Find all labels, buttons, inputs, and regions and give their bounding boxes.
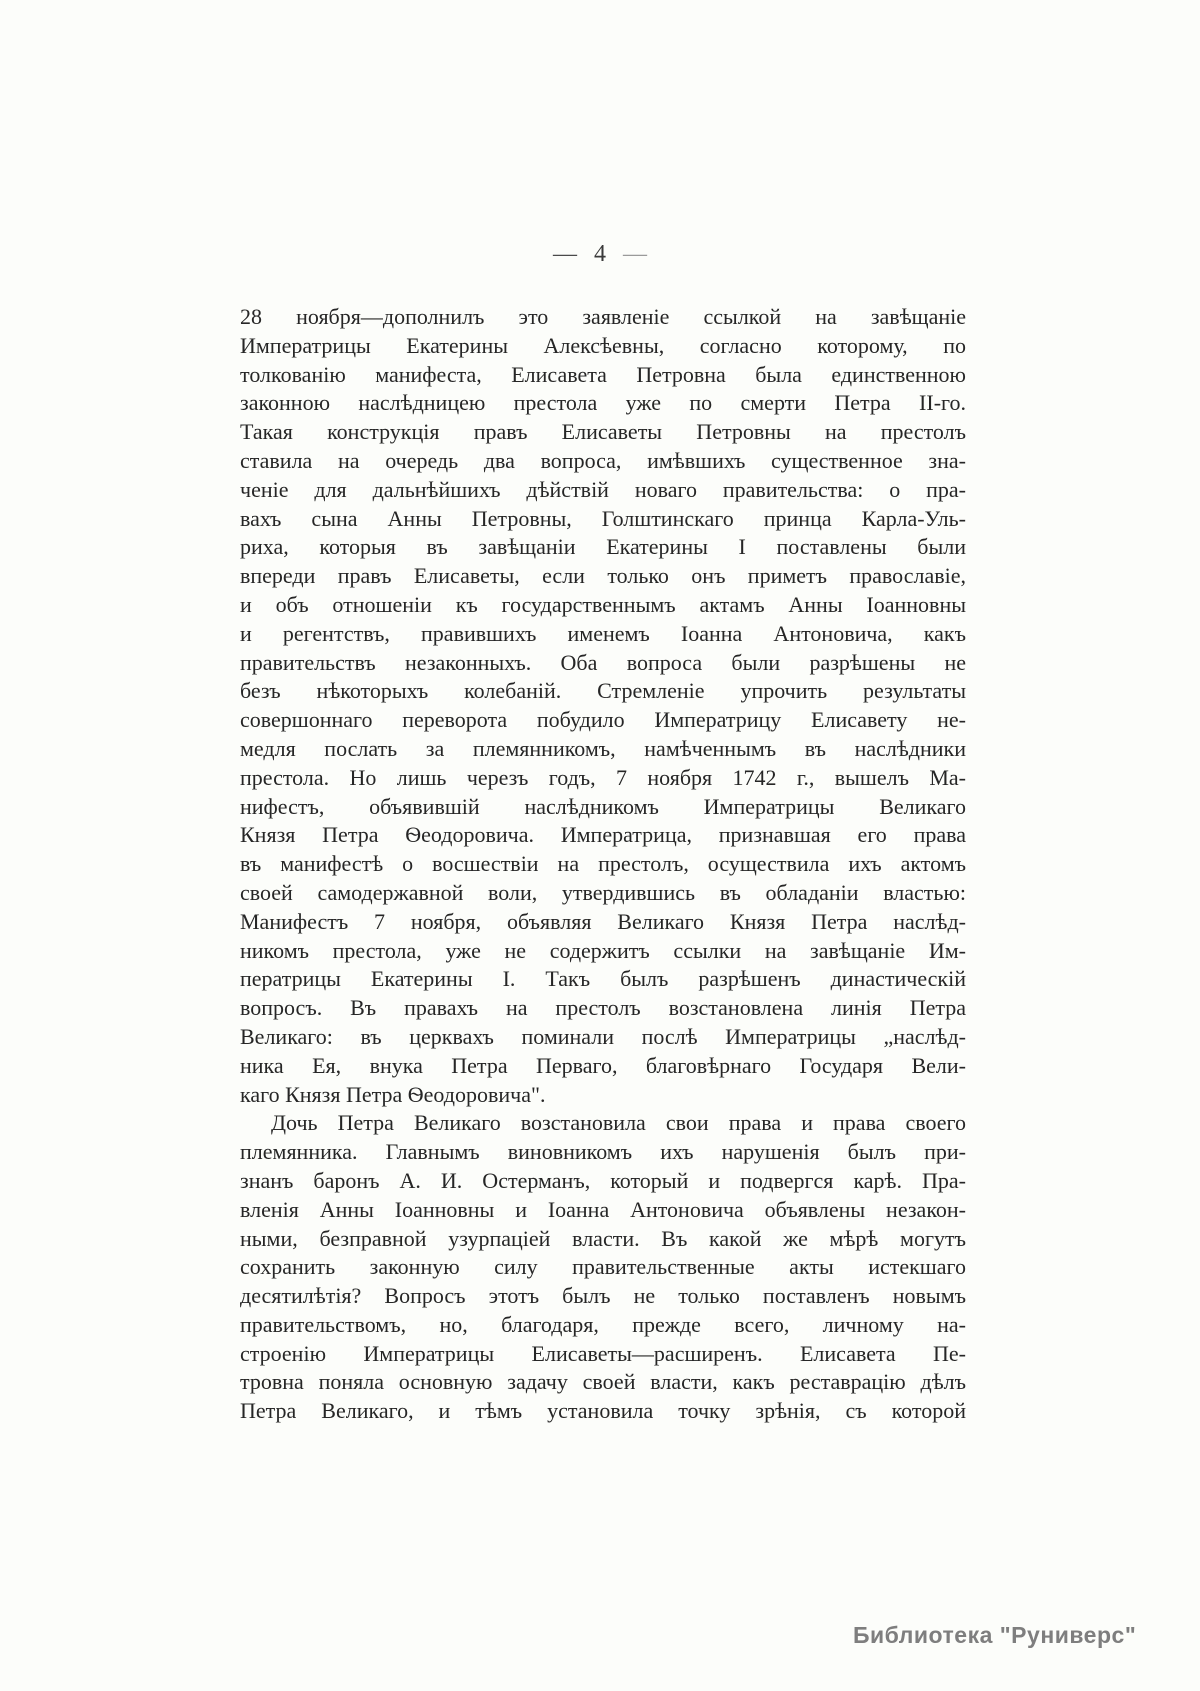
text-line: ными, безправной узурпаціей власти. Въ какой же мѣрѣ могутъ [240,1225,966,1251]
text-line: 28 ноября—дополнилъ это заявленіе ссылкой на завѣщаніе [240,304,966,329]
text-line: вленія Анны Іоанновны и Іоанна Антоновича объявлены незакон- [240,1196,966,1222]
text-line: Петра Великаго, и тѣмъ установила точку зрѣнія, съ которой [240,1398,966,1424]
text-line: вахъ сына Анны Петровны, Голштинскаго принца Карла-Уль- [240,505,966,531]
text-line: тровна поняла основную задачу своей власти, какъ реставрацію дѣлъ [240,1369,966,1395]
text-line: своей самодержавной воли, утвердившись въ обладаніи властью: [240,879,966,905]
text-line: Такая конструкція правъ Елисаветы Петровны на престолъ [240,419,966,445]
text-line: законною наслѣдницею престола уже по смерти Петра II-го. [240,390,966,416]
library-watermark: Библиотека "Руниверс" [853,1622,1137,1648]
text-line: знанъ баронъ А. И. Остерманъ, который и подвергся карѣ. Пра- [240,1167,966,1193]
text-line: каго Князя Петра Ѳеодоровича". [240,1081,546,1107]
text-line: Императрицы Екатерины Алексѣевны, согласно которому, по [240,332,966,358]
page-body [240,303,966,1426]
text-line: строенію Императрицы Елисаветы—расширенъ. Елисавета Пе- [240,1340,966,1366]
text-line: Великаго: въ церквахъ поминали послѣ Императрицы „наслѣд- [240,1023,966,1049]
text-line: ператрицы Екатерины I. Такъ былъ разрѣшенъ династическій [240,966,966,992]
text-line: риха, которыя въ завѣщаніи Екатерины I поставлены были [240,534,966,560]
text-line: и объ отношеніи къ государственнымъ актамъ Анны Іоанновны [240,591,966,617]
text-line: правительствъ незаконныхъ. Оба вопроса были разрѣшены не [240,649,966,675]
text-line: ставила на очередь два вопроса, имѣвшихъ существенное зна- [240,447,966,473]
text-line: престола. Но лишь черезъ годъ, 7 ноября 1742 г., вышелъ Ма- [240,764,966,790]
text-line: Князя Петра Ѳеодоровича. Императрица, признавшая его права [240,822,966,848]
text-line: совершоннаго переворота побудило Императрицу Елисавету не- [240,707,966,733]
page-number: 4 [594,241,606,267]
header-dash-right: — [623,241,647,267]
text-line: племянника. Главнымъ виновникомъ ихъ нарушенія былъ при- [240,1139,966,1165]
text-line: медля послать за племянникомъ, намѣченнымъ въ наслѣдники [240,735,966,761]
text-line: и регентствъ, правившихъ именемъ Іоанна Антоновича, какъ [240,620,966,646]
text-line: Дочь Петра Великаго возстановила свои права и права своего [271,1110,966,1136]
text-line: нифестъ, объявившій наслѣдникомъ Императрицы Великаго [240,793,966,819]
text-line: правительствомъ, но, благодаря, прежде всего, личному на- [240,1311,966,1337]
text-line: ника Ея, внука Петра Перваго, благовѣрнаго Государя Вели- [240,1052,966,1078]
text-line: впереди правъ Елисаветы, если только онъ приметъ православіе, [240,563,966,589]
text-line: толкованію манифеста, Елисавета Петровна была единственною [240,361,966,387]
text-line: сохранить законную силу правительственные акты истекшаго [240,1254,966,1280]
text-line: никомъ престола, уже не содержитъ ссылки на завѣщаніе Им- [240,937,966,963]
page-header [0,241,1200,268]
text-line: безъ нѣкоторыхъ колебаній. Стремленіе упрочить результаты [240,678,966,704]
header-dash-left: — [553,241,577,267]
text-line: въ манифестѣ о восшествіи на престолъ, осуществила ихъ актомъ [240,851,966,877]
text-line: вопросъ. Въ правахъ на престолъ возстановлена линія Петра [240,995,966,1021]
text-line: Манифестъ 7 ноября, объявляя Великаго Князя Петра наслѣд- [240,908,966,934]
text-line: десятилѣтія? Вопросъ этотъ былъ не только поставленъ новымъ [240,1283,966,1309]
text-line: ченіе для дальнѣйшихъ дѣйствій новаго правительства: о пра- [240,476,966,502]
